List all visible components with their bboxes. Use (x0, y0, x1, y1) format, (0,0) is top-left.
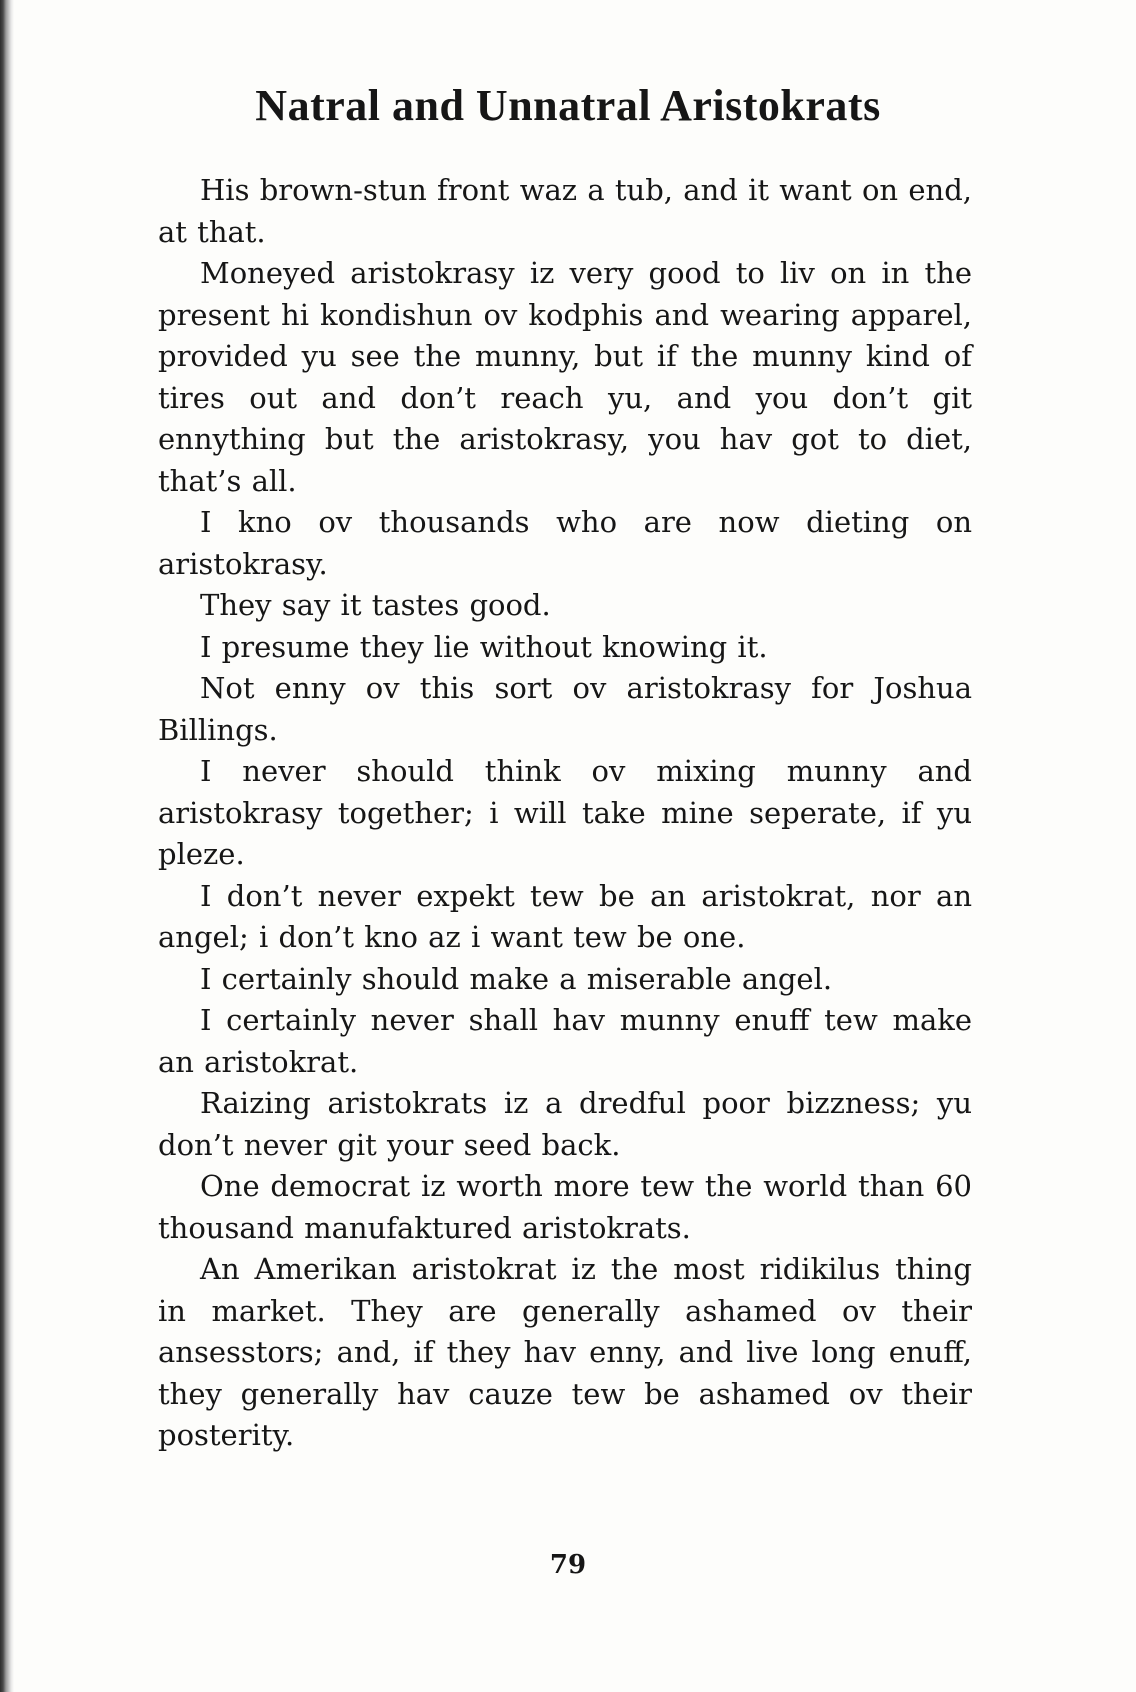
paragraph: I certainly never shall hav munny enuff tew make an aristokrat. (158, 1003, 972, 1079)
page-number: 79 (549, 1550, 587, 1580)
paragraph: Raizing aristokrats iz a dredful poor bizzness; yu don’t never git your seed back. (158, 1086, 972, 1162)
paragraph: Moneyed aristokrasy iz very good to liv on in the present hi kondishun ov kodphis and wearing apparel, provided yu see the munny, but if the munny kind of tires out and don’t reach yu, and you don’t git ennything but the aristokrasy, you hav got to diet, that’s all. (158, 256, 972, 498)
paragraph: His brown-stun front waz a tub, and it want on end, at that. (158, 173, 972, 249)
paragraph: I presume they lie without knowing it. (200, 629, 768, 664)
paragraph: An Amerikan aristokrat iz the most ridikilus thing in market. They are generally ashamed ov their ansesstors; and, if they hav enny, and live long enuff, they generally hav cauze tew be ashamed ov their posterity. (158, 1252, 972, 1452)
paragraph: I kno ov thousands who are now dieting on aristokrasy. (158, 505, 972, 581)
paragraph: One democrat iz worth more tew the world than 60 thousand manufaktured aristokrats. (158, 1169, 972, 1245)
paragraph: They say it tastes good. (200, 588, 551, 622)
page-spine-edge (0, 0, 14, 1692)
paragraph: I don’t never expekt tew be an aristokrat, nor an angel; i don’t kno az i want tew be one. (158, 878, 972, 954)
paragraph: I certainly should make a miserable angel. (200, 961, 833, 996)
page-body (158, 170, 972, 1457)
paragraph: Not enny ov this sort ov aristokrasy for Joshua Billings. (158, 671, 972, 747)
paragraph: I never should think ov mixing munny and aristokrasy together; i will take mine seperate, if yu pleze. (158, 754, 972, 871)
page-title: Natral and Unnatral Aristokrats (255, 81, 881, 130)
